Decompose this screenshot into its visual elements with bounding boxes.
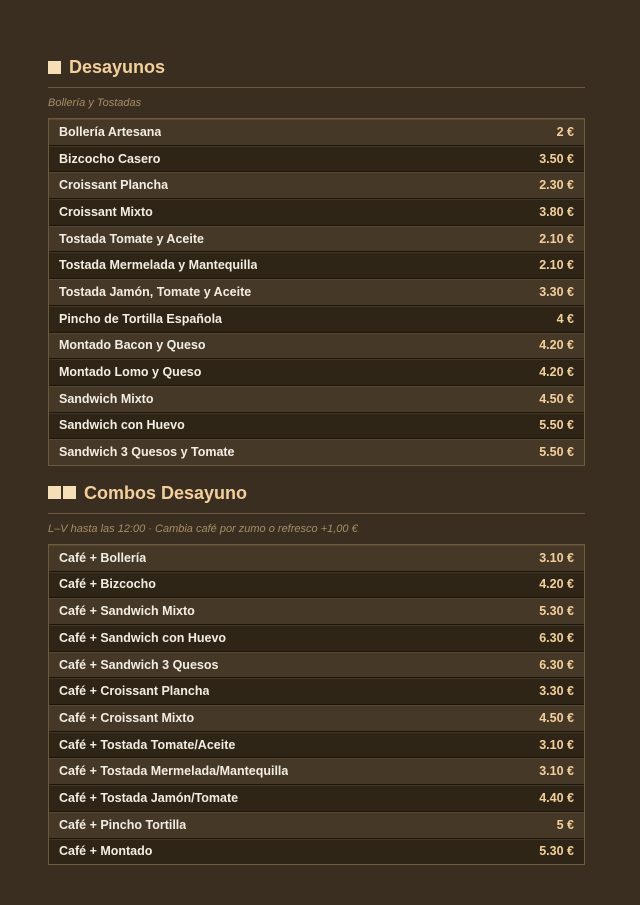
menu-item-price: 2.10 € — [539, 231, 574, 246]
menu-item-name: Café + Sandwich con Huevo — [59, 630, 227, 645]
section-marker-squares — [48, 486, 76, 499]
menu-item-row — [49, 704, 584, 731]
section-title — [48, 482, 585, 504]
menu-item-price: 5.50 € — [539, 418, 574, 433]
menu-section — [48, 56, 585, 466]
menu-item-row — [49, 677, 584, 704]
menu-item-price: 4.20 € — [539, 338, 574, 353]
menu-item-price: 5.30 € — [539, 604, 574, 619]
menu-item-name: Café + Montado — [59, 844, 153, 859]
section-marker-squares — [48, 61, 61, 74]
menu-item-name: Montado Lomo y Queso — [59, 365, 202, 380]
menu-item-price: 3.10 € — [539, 737, 574, 752]
menu-item-price: 4.40 € — [539, 790, 574, 805]
menu-item-price: 2 € — [556, 124, 574, 139]
menu-item-name: Tostada Mermelada y Mantequilla — [59, 258, 258, 273]
menu-item-price: 5 € — [556, 817, 574, 832]
menu-item-name: Sandwich 3 Quesos y Tomate — [59, 445, 235, 460]
menu-item-price: 6.30 € — [539, 657, 574, 672]
menu-item-price: 3.10 € — [539, 550, 574, 565]
menu-item-row — [49, 198, 584, 225]
menu-item-row — [49, 225, 584, 252]
menu-item-price: 5.30 € — [539, 844, 574, 859]
menu-item-price: 2.30 € — [539, 178, 574, 193]
menu-item-name: Café + Croissant Mixto — [59, 710, 195, 725]
menu-item-name: Bizcocho Casero — [59, 151, 161, 166]
menu-item-name: Pincho de Tortilla Española — [59, 311, 222, 326]
menu-item-price: 2.10 € — [539, 258, 574, 273]
menu-item-name: Café + Tostada Mermelada/Mantequilla — [59, 764, 289, 779]
menu-item-name: Sandwich Mixto — [59, 391, 154, 406]
menu-list — [48, 544, 585, 865]
menu-item-row — [49, 278, 584, 305]
menu-item-row — [49, 784, 584, 811]
menu-item-name: Café + Pincho Tortilla — [59, 817, 187, 832]
menu-section — [48, 482, 585, 865]
menu-item-row — [49, 651, 584, 678]
menu-item-row — [49, 412, 584, 439]
section-title — [48, 56, 585, 78]
menu-item-price: 3.50 € — [539, 151, 574, 166]
menu-item-price: 3.30 € — [539, 684, 574, 699]
menu-item-price: 4.50 € — [539, 391, 574, 406]
menu-item-name: Croissant Mixto — [59, 204, 153, 219]
section-marker-square-icon — [48, 486, 61, 499]
menu-item-row — [49, 119, 584, 145]
menu-item-row — [49, 332, 584, 359]
section-subtitle: L–V hasta las 12:00 · Cambia café por zumo o refresco +1,00 € — [48, 522, 358, 535]
menu-item-price: 3.10 € — [539, 764, 574, 779]
menu-item-row — [49, 571, 584, 598]
section-marker-square-icon — [63, 486, 76, 499]
menu-item-row — [49, 624, 584, 651]
menu-list — [48, 118, 585, 466]
menu-item-price: 5.50 € — [539, 445, 574, 460]
menu-item-name: Café + Bizcocho — [59, 577, 156, 592]
menu-item-row — [49, 545, 584, 571]
menu-item-row — [49, 731, 584, 758]
menu-item-name: Croissant Plancha — [59, 178, 169, 193]
menu-page — [48, 56, 585, 865]
menu-item-row — [49, 838, 584, 865]
menu-item-price: 4 € — [556, 311, 574, 326]
menu-item-price: 3.80 € — [539, 204, 574, 219]
menu-item-row — [49, 145, 584, 172]
menu-item-row — [49, 811, 584, 838]
menu-item-name: Café + Tostada Jamón/Tomate — [59, 790, 239, 805]
section-title-text: Desayunos — [69, 57, 166, 77]
menu-item-name: Café + Bollería — [59, 550, 147, 565]
menu-item-row — [49, 438, 584, 465]
menu-item-name: Bollería Artesana — [59, 124, 162, 139]
menu-item-price: 4.20 € — [539, 577, 574, 592]
menu-item-row — [49, 305, 584, 332]
menu-item-name: Sandwich con Huevo — [59, 418, 185, 433]
menu-item-name: Tostada Jamón, Tomate y Aceite — [59, 284, 252, 299]
menu-item-row — [49, 385, 584, 412]
menu-item-price: 4.50 € — [539, 710, 574, 725]
menu-item-row — [49, 597, 584, 624]
section-marker-square-icon — [48, 61, 61, 74]
menu-item-name: Café + Sandwich 3 Quesos — [59, 657, 219, 672]
menu-item-name: Tostada Tomate y Aceite — [59, 231, 204, 246]
menu-item-row — [49, 171, 584, 198]
menu-item-row — [49, 251, 584, 278]
menu-item-price: 3.30 € — [539, 284, 574, 299]
menu-item-name: Café + Croissant Plancha — [59, 684, 210, 699]
menu-item-name: Café + Sandwich Mixto — [59, 604, 195, 619]
menu-item-price: 6.30 € — [539, 630, 574, 645]
section-divider — [48, 87, 585, 88]
menu-item-row — [49, 358, 584, 385]
menu-item-row — [49, 757, 584, 784]
menu-item-name: Montado Bacon y Queso — [59, 338, 206, 353]
section-divider — [48, 513, 585, 514]
section-title-text: Combos Desayuno — [84, 482, 248, 503]
menu-item-name: Café + Tostada Tomate/Aceite — [59, 737, 236, 752]
section-subtitle: Bollería y Tostadas — [48, 97, 142, 109]
menu-item-price: 4.20 € — [539, 365, 574, 380]
